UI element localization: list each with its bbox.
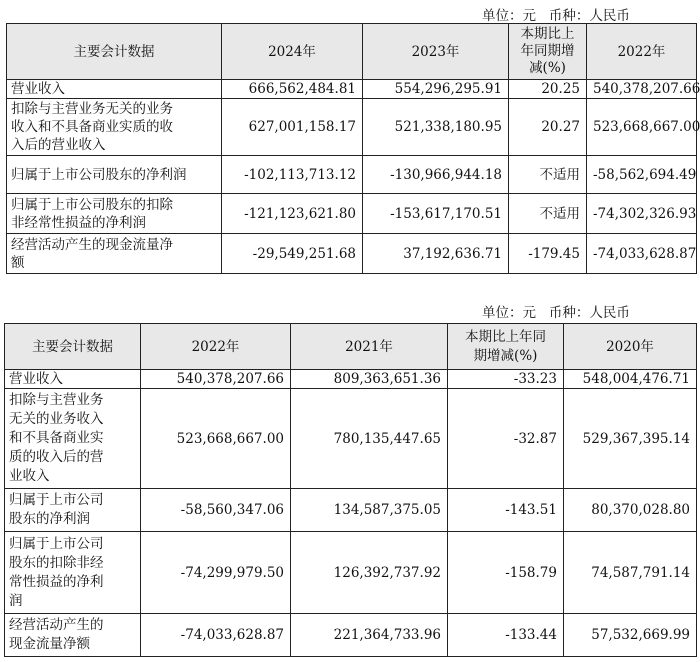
table-row [5, 532, 697, 614]
value-cell: 529,367,395.14 [564, 389, 697, 489]
change-cell: 不适用 [509, 194, 587, 234]
table-row [7, 156, 697, 194]
unit-currency-note-1: 单位：元 币种：人民币 [482, 8, 630, 24]
header-cell-year: 2020年 [564, 324, 697, 370]
value-cell: 780,135,447.65 [291, 389, 448, 489]
table-row [7, 80, 697, 99]
value-cell: 666,562,484.81 [222, 80, 363, 99]
value-cell: 57,532,669.99 [564, 614, 697, 657]
change-cell: -179.45 [509, 234, 587, 274]
header-cell-label: 主要会计数据 [7, 24, 222, 80]
table-row [7, 194, 697, 234]
value-cell: 809,363,651.36 [291, 370, 448, 389]
value-cell: -29,549,251.68 [222, 234, 363, 274]
table-row [5, 614, 697, 657]
table-row [5, 389, 697, 489]
row-label: 经营活动产生的现金流量净 额 [7, 234, 222, 274]
header-cell-year: 2023年 [363, 24, 509, 80]
table-header-row [5, 324, 697, 370]
value-cell: -58,562,694.49 [587, 156, 697, 194]
change-cell: 20.25 [509, 80, 587, 99]
change-cell: -33.23 [448, 370, 564, 389]
financial-table-2 [4, 323, 697, 657]
value-cell: -74,299,979.50 [141, 532, 291, 614]
table-row [7, 234, 697, 274]
value-cell: -58,560,347.06 [141, 489, 291, 532]
value-cell: 221,364,733.96 [291, 614, 448, 657]
value-cell: -74,302,326.93 [587, 194, 697, 234]
row-label: 归属于上市公司 股东的扣除非经 常性损益的净利 润 [5, 532, 141, 614]
row-label: 归属于上市公司股东的扣除 非经常性损益的净利润 [7, 194, 222, 234]
value-cell: -153,617,170.51 [363, 194, 509, 234]
change-cell: -143.51 [448, 489, 564, 532]
value-cell: 540,378,207.66 [587, 80, 697, 99]
value-cell: -130,966,944.18 [363, 156, 509, 194]
change-cell: -133.44 [448, 614, 564, 657]
value-cell: 540,378,207.66 [141, 370, 291, 389]
change-cell: -32.87 [448, 389, 564, 489]
table-row [7, 99, 697, 156]
table-row [5, 370, 697, 389]
header-cell-year: 2021年 [291, 324, 448, 370]
table-row [5, 489, 697, 532]
value-cell: 134,587,375.05 [291, 489, 448, 532]
value-cell: -121,123,621.80 [222, 194, 363, 234]
row-label: 扣除与主营业务 无关的业务收入 和不具备商业实 质的收入后的营 业收入 [5, 389, 141, 489]
value-cell: 126,392,737.92 [291, 532, 448, 614]
value-cell: 523,668,667.00 [141, 389, 291, 489]
unit-currency-note-2: 单位：元 币种：人民币 [482, 305, 630, 321]
header-cell-year: 2022年 [587, 24, 697, 80]
value-cell: -74,033,628.87 [587, 234, 697, 274]
value-cell: 554,296,295.91 [363, 80, 509, 99]
header-cell-year: 2024年 [222, 24, 363, 80]
header-cell-change: 本期比上 年同期增 减(%) [509, 24, 587, 80]
row-label: 归属于上市公司 股东的净利润 [5, 489, 141, 532]
value-cell: 80,370,028.80 [564, 489, 697, 532]
row-label: 营业收入 [5, 370, 141, 389]
value-cell: 548,004,476.71 [564, 370, 697, 389]
value-cell: 627,001,158.17 [222, 99, 363, 156]
row-label: 经营活动产生的 现金流量净额 [5, 614, 141, 657]
value-cell: 74,587,791.14 [564, 532, 697, 614]
header-cell-change: 本期比上年同 期增减(%) [448, 324, 564, 370]
row-label: 营业收入 [7, 80, 222, 99]
header-cell-year: 2022年 [141, 324, 291, 370]
row-label: 归属于上市公司股东的净利润 [7, 156, 222, 194]
value-cell: 37,192,636.71 [363, 234, 509, 274]
change-cell: 不适用 [509, 156, 587, 194]
value-cell: 521,338,180.95 [363, 99, 509, 156]
header-cell-label: 主要会计数据 [5, 324, 141, 370]
change-cell: 20.27 [509, 99, 587, 156]
row-label: 扣除与主营业务无关的业务 收入和不具备商业实质的收 入后的营业收入 [7, 99, 222, 156]
change-cell: -158.79 [448, 532, 564, 614]
financial-table-1 [6, 23, 700, 274]
value-cell: -74,033,628.87 [141, 614, 291, 657]
value-cell: 523,668,667.00 [587, 99, 697, 156]
value-cell: -102,113,713.12 [222, 156, 363, 194]
table-header-row [7, 24, 697, 80]
